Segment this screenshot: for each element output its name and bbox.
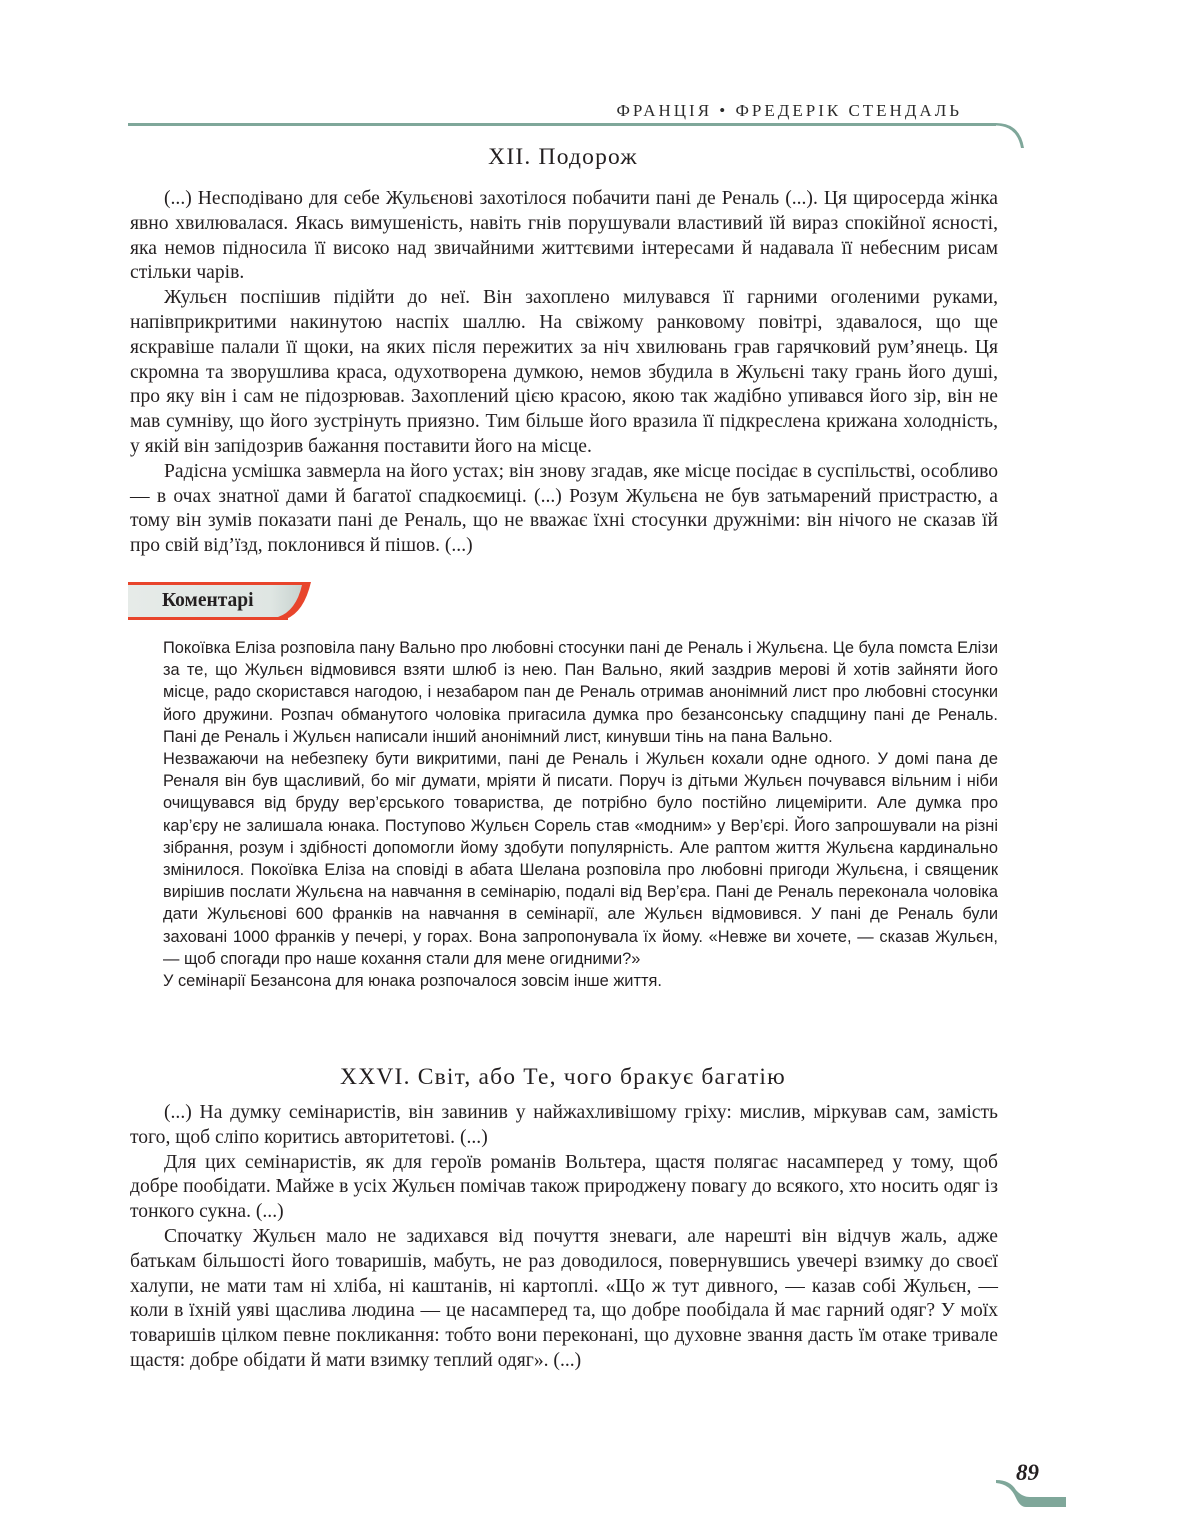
comment-paragraph: Покоївка Еліза розповіла пану Вально про любовні стосунки пані де Реналь і Жульєна. Це була помста Елізи за те, що Жульєн відмовився взяти шлюб із нею. Пан Вально, який заздрив мерові й хотів зайняти його місце, радо скористався нагодою, і незабаром пан де Реналь отримав анонімний лист про любовні стосунки його дружини. Розпач обманутого чоловіка пригасила думка про безансонську спадщину пані де Реналь. Пані де Реналь і Жульєн написали інший анонімний лист, кинувши тінь на пана Вально. bbox=[163, 639, 998, 746]
section-title-journey: XII. Подорож bbox=[488, 144, 638, 170]
comment-paragraph: У семінарії Безансона для юнака розпочалося зовсім інше життя. bbox=[163, 972, 662, 991]
paragraph: (...) На думку семінаристів, він завинив у найжахливішому гріху: мислив, міркував сам, замість того, щоб сліпо коритись авторитетові. (...) bbox=[130, 1102, 998, 1148]
paragraph: Спочатку Жульєн мало не задихався від почуття зневаги, але нарешті він відчув жаль, адже батькам більшості його товаришів, мабуть, не раз доводилося, повернувшись увечері взимку до своєї халупи, не мати там ні хліба, ні каштанів, ні картоплі. «Що ж тут дивного, — казав собі Жульєн, — коли в їхній уяві щаслива людина — це насамперед та, що добре пообідала й має гарний одяг? У моїх товаришів цілком певне покликання: тобто вони переконані, що духовне звання дасть їм отаке тривале щастя: добре обідати й мати взимку теплий одяг». (...) bbox=[130, 1225, 998, 1371]
footer-ornament bbox=[996, 1478, 1066, 1508]
comment-paragraph: Незважаючи на небезпеку бути викритими, пані де Реналь і Жульєн кохали одне одного. У домі пана де Реналя він був щасливий, бо міг думати, мріяти й писати. Поруч із дітьми Жульєн почувався вільним і ніби очищувався від бруду вер’єрського товариства, де потрібно було постійно лицемірити. Але думка про кар’єру не залишала юнака. Поступово Жульєн Сорель став «модним» у Вер’єрі. Його запрошували на різні зібрання, розум і здібності допомогли йому здобути популярність. Але раптом життя Жульєна кардинально змінилося. Покоївка Еліза на сповіді в абата Шелана розповіла про любовні пригоди Жульєна, і священик вирішив послати Жульєна на навчання в семінарію, подалі від Вер’єра. Пані де Реналь переконала чоловіка дати Жульєнові 600 франків на навчання в семінарії, але Жульєн відмовився. У пані де Реналь були заховані 1000 франків у печері, у горах. Вона запропонувала їх йому. «Невже ви хочете, — сказав Жульєн, — щоб спогади про наше кохання стали для мене огидними?» bbox=[163, 750, 998, 968]
comments-text bbox=[163, 637, 998, 992]
running-head: ФРАНЦІЯ • ФРЕДЕРІК СТЕНДАЛЬ bbox=[616, 101, 962, 120]
paragraph: Жульєн поспішив підійти до неї. Він захоплено милувався її гарними оголеними руками, напівприкритими накинутою наспіх шаллю. На свіжому ранковому повітрі, здавалося, що ще яскравіше палали її щоки, на яких після пережитих за ніч хвилювань грав гарячковий рум’янець. Ця скромна та зворушлива краса, одухотворена думкою, немов збудила в Жульєні таку грань його душі, про яку він і сам не підозрював. Захоплений цією красою, якою так жадібно упивався його зір, він не мав сумніву, що його зустрінуть приязно. Тим більше його вразила її підкреслена крижана холодність, у якій він запідозрив бажання поставити його на місце. bbox=[130, 287, 998, 457]
section-text-world bbox=[130, 1101, 998, 1374]
paragraph: Для цих семінаристів, як для героїв романів Вольтера, щастя полягає насамперед у тому, щоб добре пообідати. Майже в усіх Жульєн помічав також природжену повагу до всякого, хто носить одяг із тонкого сукна. (...) bbox=[130, 1151, 998, 1223]
paragraph: Радісна усмішка завмерла на його устах; він знову згадав, яке місце посідає в суспільстві, особливо — в очах знатної дами й багатої спадкоємиці. (...) Розум Жульєна не був затьмарений пристрастю, а тому він зумів показати пані де Реналь, що не вважає їхні стосунки дружніми: він нічого не сказав їй про свій від’їзд, поклонився й пішов. (...) bbox=[130, 460, 998, 557]
section-text-journey bbox=[130, 187, 998, 559]
page-number: 89 bbox=[1016, 1460, 1039, 1485]
section-title-world: XXVI. Світ, або Те, чого бракує багатію bbox=[340, 1064, 786, 1090]
paragraph: (...) Несподівано для себе Жульєнові захотілося побачити пані де Реналь (...). Ця щиросерда жінка явно хвилювалася. Якась вимушеність, навіть гнів порушували властивий їй вираз спокійної ясності, яка немов підносила її високо над звичайними життєвими інтересами й надавала її небесним рисам стільки чарів. bbox=[130, 188, 998, 284]
comments-label: Коментарі bbox=[162, 590, 254, 611]
